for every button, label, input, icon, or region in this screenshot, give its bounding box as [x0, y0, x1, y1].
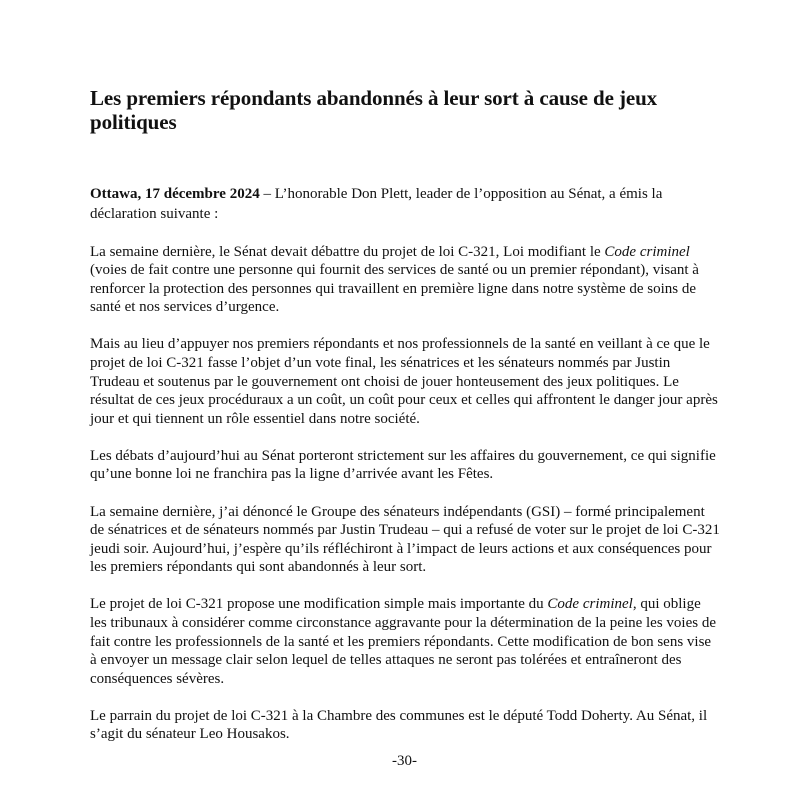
paragraph-6: Le parrain du projet de loi C-321 à la Chambre des communes est le député Todd Doherty. Au Sénat, il s’agit du sénateur Leo Housakos.	[90, 707, 708, 743]
paragraph-1-part-a: La semaine dernière, le Sénat devait débattre du projet de loi C-321, Loi modifiant le	[90, 243, 605, 260]
paragraph-3: Les débats d’aujourd’hui au Sénat porteront strictement sur les affaires du gouvernement, ce qui signifie qu’une bonne loi ne franchira pas la ligne d’arrivée avant les Fêtes.	[90, 447, 716, 483]
dateline	[90, 184, 720, 224]
end-marker: -30-	[392, 753, 417, 769]
paragraph-5	[90, 595, 720, 688]
paragraph-1	[90, 243, 720, 317]
paragraph-1-part-b: (voies de fait contre une personne qui fournit des services de santé ou un premier répondant), visant à renforcer la protection des personnes qui travaillent en première ligne dans notre système de soins de santé et nos services d’urgence.	[90, 262, 699, 316]
paragraph-1-italic: Code criminel	[604, 243, 690, 260]
dateline-text: – L’honorable Don Plett, leader de l’opposition au Sénat, a émis la déclaration suivante :	[90, 186, 663, 222]
paragraph-5-part-a: Le projet de loi C-321 propose une modification simple mais importante du	[90, 596, 548, 613]
paragraph-5-part-b: , qui oblige les tribunaux à considérer comme circonstance aggravante pour la détermination de la peine les voies de fait contre les professionnels de la santé et les premiers répondants. Cette modification de bon sens vise à envoyer un message clair selon lequel de telles attaques ne seront pas tolérées et entraîneront des conséquences sévères.	[90, 596, 717, 687]
paragraph-4: La semaine dernière, j’ai dénoncé le Groupe des sénateurs indépendants (GSI) – formé principalement de sénatrices et de sénateurs nommés par Justin Trudeau – qui a refusé de voter sur le projet de loi C-321 jeudi soir. Aujourd’hui, j’espère qu’ils réfléchiront à l’impact de leurs actions et aux conséquences pour les premiers répondants qui sont abandonnés à leur sort.	[90, 503, 720, 576]
paragraph-5-italic: Code criminel	[547, 596, 633, 613]
dateline-place-date: Ottawa, 17 décembre 2024	[90, 186, 260, 202]
headline: Les premiers répondants abandonnés à leur sort à cause de jeux politiques	[90, 86, 658, 134]
paragraph-2: Mais au lieu d’appuyer nos premiers répondants et nos professionnels de la santé en veillant à ce que le projet de loi C-321 fasse l’objet d’un vote final, les sénatrices et les sénateurs nommés par Justin Trudeau et soutenus par le gouvernement ont choisi de jouer honteusement des jeux politiques. Le résultat de ces jeux procéduraux a un coût, un coût pour ceux et celles qui affrontent le danger jour après jour et qui tiennent un rôle essentiel dans notre société.	[90, 336, 718, 427]
press-release	[90, 86, 720, 744]
